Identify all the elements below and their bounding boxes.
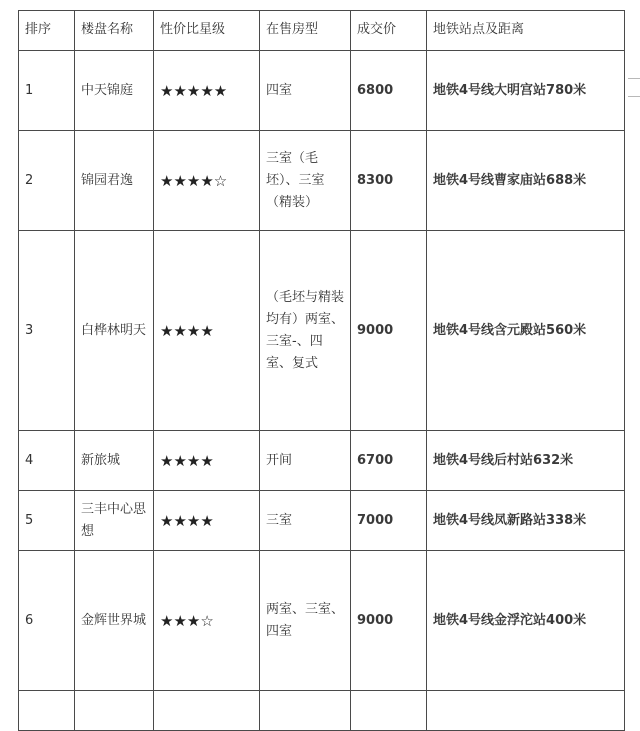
header-rank: 排序 xyxy=(19,11,75,51)
types-cell: 两室、三室、四室 xyxy=(260,551,351,691)
subway-cell: 地铁4号线后村站632米 xyxy=(427,431,625,491)
header-row xyxy=(19,11,625,51)
subway-cell xyxy=(427,691,625,731)
rank-cell: 4 xyxy=(19,431,75,491)
price-cell xyxy=(351,691,427,731)
rank-cell: 6 xyxy=(19,551,75,691)
header-subway: 地铁站点及距离 xyxy=(427,11,625,51)
table-row xyxy=(19,491,625,551)
subway-cell: 地铁4号线曹家庙站688米 xyxy=(427,131,625,231)
price-cell: 6700 xyxy=(351,431,427,491)
subway-cell: 地铁4号线凤新路站338米 xyxy=(427,491,625,551)
header-types: 在售房型 xyxy=(260,11,351,51)
name-cell: 中天锦庭 xyxy=(75,51,154,131)
price-cell: 7000 xyxy=(351,491,427,551)
subway-cell: 地铁4号线含元殿站560米 xyxy=(427,231,625,431)
types-cell: 三室 xyxy=(260,491,351,551)
rank-cell xyxy=(19,691,75,731)
star-rating: ★★★★ xyxy=(154,491,260,551)
rank-cell: 1 xyxy=(19,51,75,131)
rank-cell: 3 xyxy=(19,231,75,431)
name-cell: 新旅城 xyxy=(75,431,154,491)
subway-cell: 地铁4号线金浮沱站400米 xyxy=(427,551,625,691)
table-row xyxy=(19,131,625,231)
star-rating: ★★★★ xyxy=(154,431,260,491)
subway-cell: 地铁4号线大明宫站780米 xyxy=(427,51,625,131)
name-cell xyxy=(75,691,154,731)
price-cell: 9000 xyxy=(351,231,427,431)
header-stars: 性价比星级 xyxy=(154,11,260,51)
price-cell: 9000 xyxy=(351,551,427,691)
table-row xyxy=(19,691,625,731)
types-cell: 三室（毛坯）、三室（精装） xyxy=(260,131,351,231)
star-rating: ★★★★ xyxy=(154,231,260,431)
price-cell: 6800 xyxy=(351,51,427,131)
name-cell: 金辉世界城 xyxy=(75,551,154,691)
star-rating: ★★★★☆ xyxy=(154,131,260,231)
name-cell: 白桦林明天 xyxy=(75,231,154,431)
table-row xyxy=(19,431,625,491)
star-rating xyxy=(154,691,260,731)
table-row xyxy=(19,231,625,431)
table-row xyxy=(19,551,625,691)
property-table xyxy=(18,10,625,731)
types-cell: （毛坯与精装均有）两室、三室-、四室、复式 xyxy=(260,231,351,431)
rank-cell: 2 xyxy=(19,131,75,231)
edge-line xyxy=(628,78,640,79)
types-cell: 四室 xyxy=(260,51,351,131)
types-cell: 开间 xyxy=(260,431,351,491)
name-cell: 三丰中心思想 xyxy=(75,491,154,551)
star-rating: ★★★★★ xyxy=(154,51,260,131)
star-rating: ★★★☆ xyxy=(154,551,260,691)
price-cell: 8300 xyxy=(351,131,427,231)
types-cell xyxy=(260,691,351,731)
header-price: 成交价 xyxy=(351,11,427,51)
rank-cell: 5 xyxy=(19,491,75,551)
name-cell: 锦园君逸 xyxy=(75,131,154,231)
edge-line xyxy=(628,96,640,97)
header-name: 楼盘名称 xyxy=(75,11,154,51)
table-row xyxy=(19,51,625,131)
